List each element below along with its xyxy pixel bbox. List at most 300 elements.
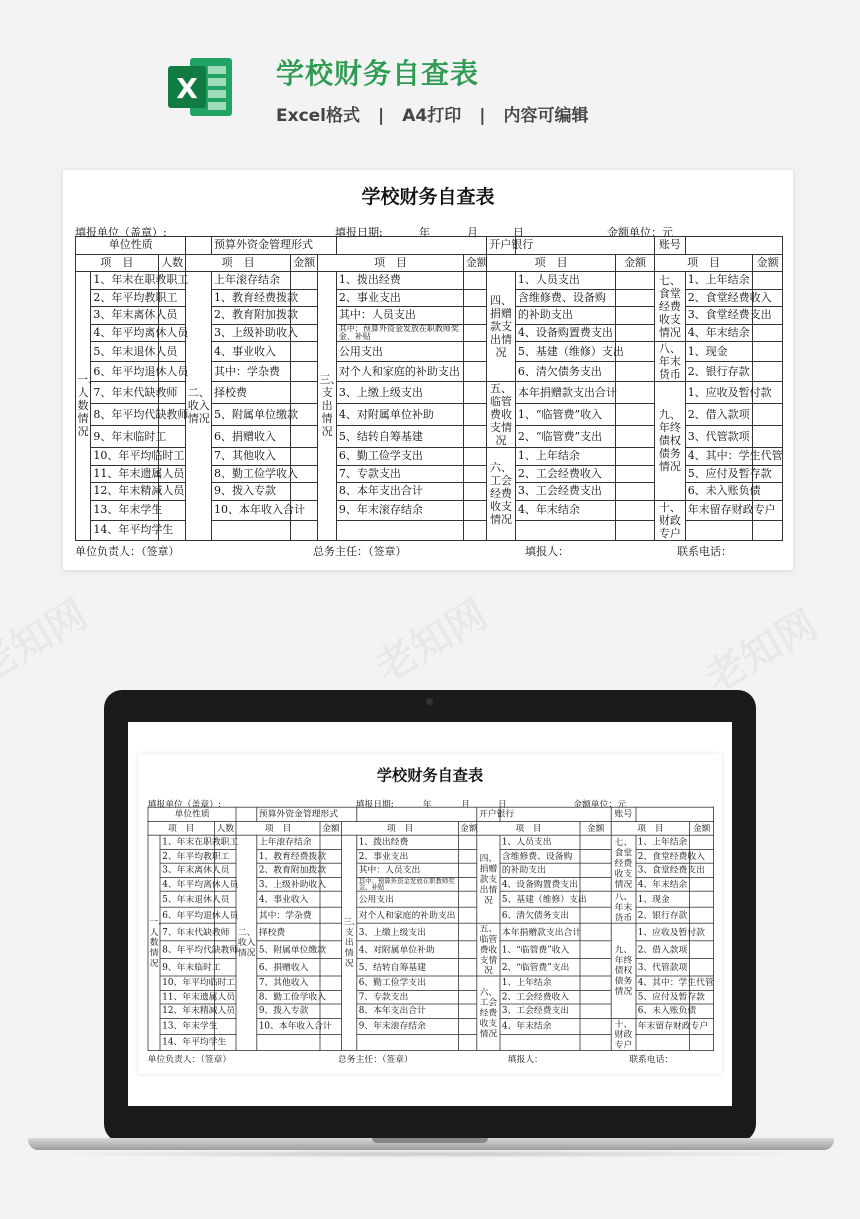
section-label: 九、年终债权债务情况 <box>655 382 686 501</box>
self-check-table <box>148 807 714 1051</box>
item-label: 4、年末结余 <box>636 877 690 891</box>
day-label: 日 <box>498 798 507 810</box>
screen-sheet-preview <box>138 754 722 1074</box>
table-cell <box>500 1034 580 1050</box>
item-label: 4、年平均离休人员 <box>91 324 159 342</box>
column-header: 项 目 <box>342 821 458 835</box>
header <box>0 0 860 160</box>
section-label: 七、食堂经费收支情况 <box>611 835 636 891</box>
table-cell <box>290 483 318 501</box>
table-cell <box>463 342 487 362</box>
separator: | <box>479 106 486 126</box>
section-label: 六、工会经费收支情况 <box>477 976 500 1050</box>
table-cell <box>636 1034 690 1050</box>
item-label: 5、应付及暂存款 <box>685 465 753 483</box>
laptop-notch <box>372 1138 488 1143</box>
table-cell <box>290 362 318 382</box>
item-label: 其中：人员支出 <box>336 307 463 325</box>
item-label: 5、基建（维修）支出 <box>500 891 580 907</box>
item-label: 5、年末退休人员 <box>160 891 214 907</box>
item-label: 2、教育附加拨款 <box>257 863 320 877</box>
item-label: 3、上级补助收入 <box>212 324 291 342</box>
table-cell <box>357 1034 458 1050</box>
table-cell <box>458 976 477 990</box>
year-label: 年 <box>419 226 430 239</box>
table-cell <box>463 307 487 325</box>
item-label: 13、年末学生 <box>160 1018 214 1034</box>
table-cell <box>463 483 487 501</box>
table-cell <box>616 448 655 466</box>
item-label: 5、基建（维修）支出 <box>515 342 615 362</box>
table-cell <box>458 891 477 907</box>
table-cell <box>463 465 487 483</box>
table-cell <box>580 923 611 941</box>
item-label: 10、年平均临时工 <box>160 976 214 990</box>
unit-head-signature: 单位负责人：（签章） <box>75 545 180 558</box>
table-cell <box>753 324 783 342</box>
item-label: 1、“临管费”收入 <box>500 941 580 959</box>
watermark <box>364 584 496 693</box>
table-cell <box>580 1004 611 1018</box>
item-label: 4、年末结余 <box>500 1018 580 1034</box>
table-cell <box>186 237 212 255</box>
table-cell <box>685 237 782 255</box>
item-label: 2、“临管费”支出 <box>500 958 580 976</box>
table-cell <box>290 272 318 290</box>
year-label: 年 <box>422 798 432 810</box>
month-label: 月 <box>461 798 470 810</box>
table-cell <box>753 342 783 362</box>
table-row <box>76 342 783 362</box>
table-cell <box>616 382 655 404</box>
item-label: 1、年末在职教职工 <box>91 272 159 290</box>
self-check-table <box>75 236 783 541</box>
table-cell <box>463 448 487 466</box>
table-cell <box>463 426 487 448</box>
section-label: 二、收入情况 <box>236 835 256 1050</box>
account-label: 账号 <box>611 807 636 821</box>
sheet <box>138 754 722 1074</box>
item-label: 6、捐赠收入 <box>212 426 291 448</box>
column-header: 金额 <box>463 254 487 272</box>
item-label: 4、对附属单位补助 <box>336 404 463 426</box>
item-label: 1、年末在职教职工 <box>160 835 214 849</box>
table-cell <box>290 342 318 362</box>
table-cell <box>357 807 477 821</box>
item-label: 1、拨出经费 <box>357 835 458 849</box>
item-label: 2、年平均教职工 <box>91 289 159 307</box>
table-cell <box>753 272 783 290</box>
table-cell <box>458 941 477 959</box>
table-cell <box>320 907 342 923</box>
item-label: 3、代管款项 <box>636 958 690 976</box>
item-label: 1、现金 <box>685 342 753 362</box>
amount-unit-label: 金额单位：元 <box>607 226 673 239</box>
item-label: 6、年平均退休人员 <box>160 907 214 923</box>
column-header: 项 目 <box>76 254 159 272</box>
bank-label: 开户银行 <box>477 807 500 821</box>
item-label: 本年捐赠款支出合计 <box>500 923 580 941</box>
separator: | <box>378 106 385 126</box>
section-label: 三、支出情况 <box>342 835 357 1050</box>
bank-label: 开户银行 <box>487 237 516 255</box>
item-label: 3、食堂经费支出 <box>636 863 690 877</box>
item-label: 择校费 <box>257 923 320 941</box>
table-cell <box>753 426 783 448</box>
item-label: 7、其他收入 <box>212 448 291 466</box>
table-row <box>76 272 783 290</box>
table-cell <box>580 863 611 877</box>
item-label: 7、专款支出 <box>336 465 463 483</box>
table-cell <box>336 237 486 255</box>
item-label: 10、年平均临时工 <box>91 448 159 466</box>
item-label: 其中：学杂费 <box>212 362 291 382</box>
section-label: 十、财政专户 <box>611 1018 636 1050</box>
column-header: 人数 <box>214 821 236 835</box>
item-label: 1、上年结余 <box>500 976 580 990</box>
item-label: 2、工会经费收入 <box>500 990 580 1004</box>
table-cell <box>320 1004 342 1018</box>
table-cell <box>158 500 186 520</box>
sheet-title: 学校财务自查表 <box>361 186 495 208</box>
column-header: 项 目 <box>487 254 616 272</box>
item-label: 1、人员支出 <box>515 272 615 290</box>
table-cell <box>458 990 477 1004</box>
table-cell <box>214 1018 236 1034</box>
fill-unit-label: 填报单位（盖章）: <box>75 226 167 239</box>
watermark <box>0 584 96 693</box>
item-label: 其中：人员支出 <box>357 863 458 877</box>
column-header: 金额 <box>290 254 318 272</box>
section-label: 四、捐赠款支出情况 <box>487 272 516 382</box>
table-cell <box>616 289 655 307</box>
table-row <box>76 237 783 255</box>
table-cell <box>320 891 342 907</box>
section-label: 五、临管费收支情况 <box>487 382 516 448</box>
phone-label: 联系电话： <box>629 1054 674 1065</box>
table-cell <box>458 907 477 923</box>
table-cell <box>580 907 611 923</box>
format-label: Excel格式 <box>276 106 361 126</box>
item-label: 3、年末离休人员 <box>160 863 214 877</box>
item-label: 1、上年结余 <box>636 835 690 849</box>
item-label: 6、勤工俭学支出 <box>357 976 458 990</box>
item-label: 1、教育经费拨款 <box>212 289 291 307</box>
table-cell <box>690 1034 714 1050</box>
extra-budget-label: 预算外资金管理形式 <box>212 237 337 255</box>
item-label: 7、其他收入 <box>257 976 320 990</box>
item-label: 8、勤工俭学收入 <box>212 465 291 483</box>
item-label: 2、银行存款 <box>636 907 690 923</box>
item-label: 9、年末临时工 <box>160 958 214 976</box>
table-cell <box>458 1034 477 1050</box>
table-cell <box>685 520 753 540</box>
item-label: 8、勤工俭学收入 <box>257 990 320 1004</box>
item-label: 公用支出 <box>336 342 463 362</box>
item-label: 4、对附属单位补助 <box>357 941 458 959</box>
item-label: 3、工会经费支出 <box>515 483 615 501</box>
column-header: 金额 <box>616 254 655 272</box>
table-cell <box>500 807 611 821</box>
table-cell <box>580 990 611 1004</box>
column-header: 项 目 <box>477 821 580 835</box>
month-label: 月 <box>467 226 478 239</box>
unit-nature-label: 单位性质 <box>148 807 236 821</box>
chief-signature: 总务主任：（签章） <box>338 1054 413 1065</box>
table-cell <box>616 404 655 426</box>
column-header: 项 目 <box>655 254 753 272</box>
table-cell <box>212 520 291 540</box>
table-cell <box>257 1034 320 1050</box>
table-cell <box>336 520 463 540</box>
table-cell <box>616 500 655 520</box>
section-label: 十、财政专户 <box>655 500 686 540</box>
item-label: 含维修费、设备购 <box>515 289 615 307</box>
item-label: 5、年末退休人员 <box>91 342 159 362</box>
section-label: 三、支出情况 <box>318 272 336 541</box>
table-cell <box>690 907 714 923</box>
item-label: 8、年平均代缺教师 <box>91 404 159 426</box>
table-cell <box>320 958 342 976</box>
table-cell <box>580 849 611 863</box>
table-cell <box>580 941 611 959</box>
item-label: 1、拨出经费 <box>336 272 463 290</box>
item-label: 5、结转自筹基建 <box>357 958 458 976</box>
sheet <box>63 170 793 570</box>
item-label: 6、捐赠收入 <box>257 958 320 976</box>
item-label: 1、“临管费”收入 <box>515 404 615 426</box>
table-cell <box>636 807 714 821</box>
section-label: 四、捐赠款支出情况 <box>477 835 500 923</box>
table-cell <box>463 404 487 426</box>
watermark <box>694 594 826 703</box>
table-cell <box>580 976 611 990</box>
camera-icon <box>426 698 433 705</box>
item-label: 13、年末学生 <box>91 500 159 520</box>
table-cell <box>690 891 714 907</box>
column-header: 人数 <box>158 254 186 272</box>
item-label: 10、本年收入合计 <box>212 500 291 520</box>
table-cell <box>616 272 655 290</box>
table-cell <box>616 324 655 342</box>
item-label: 8、本年支出合计 <box>357 1004 458 1018</box>
item-label: 5、应付及暂存款 <box>636 990 690 1004</box>
account-label: 账号 <box>655 237 686 255</box>
table-cell <box>580 958 611 976</box>
item-label: 4、其中：学生代管 <box>636 976 690 990</box>
table-cell <box>580 1034 611 1050</box>
item-label: 6、清欠债务支出 <box>515 362 615 382</box>
table-row <box>76 382 783 404</box>
table-cell <box>463 324 487 342</box>
item-label: 其中：学杂费 <box>257 907 320 923</box>
item-label: 10、本年收入合计 <box>257 1018 320 1034</box>
section-label: 五、临管费收支情况 <box>477 923 500 976</box>
sheet-title: 学校财务自查表 <box>376 766 484 785</box>
table-cell <box>290 382 318 404</box>
item-label: 1、人员支出 <box>500 835 580 849</box>
item-label: 上年滚存结余 <box>212 272 291 290</box>
item-label: 14、年平均学生 <box>91 520 159 540</box>
item-label: 其中：预算外资金发放在职教师奖金、补贴 <box>357 877 458 891</box>
item-label: 5、结转自筹基建 <box>336 426 463 448</box>
item-label: 9、拨入专款 <box>257 1004 320 1018</box>
item-label: 4、其中：学生代管 <box>685 448 753 466</box>
table-cell <box>290 448 318 466</box>
item-label: 4、年末结余 <box>685 324 753 342</box>
item-label: 4、年平均离休人员 <box>160 877 214 891</box>
item-label: 12、年末精减人员 <box>160 1004 214 1018</box>
section-label: 八、年末货币 <box>655 342 686 382</box>
item-label: 5、附属单位缴款 <box>257 941 320 959</box>
item-label: 上年滚存结余 <box>257 835 320 849</box>
table-cell <box>616 362 655 382</box>
item-label: 1、现金 <box>636 891 690 907</box>
item-label: 对个人和家庭的补助支出 <box>357 907 458 923</box>
table-row <box>148 835 714 849</box>
item-label: 3、食堂经费支出 <box>685 307 753 325</box>
item-label: 2、工会经费收入 <box>515 465 615 483</box>
item-label: 12、年末精减人员 <box>91 483 159 501</box>
item-label: 6、未入账负债 <box>636 1004 690 1018</box>
item-label: 4、设备购置费支出 <box>500 877 580 891</box>
table-cell <box>458 877 477 891</box>
column-header: 项 目 <box>318 254 463 272</box>
table-cell <box>690 835 714 849</box>
item-label: 6、清欠债务支出 <box>500 907 580 923</box>
item-label: 3、代管款项 <box>685 426 753 448</box>
table-row <box>148 821 714 835</box>
item-label: 对个人和家庭的补助支出 <box>336 362 463 382</box>
laptop-screen <box>128 722 732 1106</box>
item-label: 11、年末遗属人员 <box>91 465 159 483</box>
table-cell <box>616 426 655 448</box>
page-subtitle <box>276 101 588 126</box>
item-label: 1、上年结余 <box>515 448 615 466</box>
item-label: 6、未入账负债 <box>685 483 753 501</box>
table-row <box>148 807 714 821</box>
table-cell <box>690 958 714 976</box>
filler-label: 填报人： <box>507 1054 543 1065</box>
table-cell <box>236 807 256 821</box>
item-label: 14、年平均学生 <box>160 1034 214 1050</box>
editable-label: 内容可编辑 <box>503 106 589 126</box>
item-label: 9、拨入专款 <box>212 483 291 501</box>
table-cell <box>463 289 487 307</box>
item-label: 2、食堂经费收入 <box>685 289 753 307</box>
table-cell <box>458 835 477 849</box>
table-cell <box>458 863 477 877</box>
section-label: 六、工会经费收支情况 <box>487 448 516 541</box>
item-label: 9、年末滚存结余 <box>357 1018 458 1034</box>
table-cell <box>515 237 654 255</box>
table-cell <box>458 958 477 976</box>
item-label: 7、专款支出 <box>357 990 458 1004</box>
item-label: 2、事业支出 <box>336 289 463 307</box>
item-label: 9、年末临时工 <box>91 426 159 448</box>
chief-signature: 总务主任：（签章） <box>313 545 407 558</box>
item-label: 4、事业收入 <box>257 891 320 907</box>
item-label: 7、年末代缺教师 <box>160 923 214 941</box>
item-label: 3、年末离休人员 <box>91 307 159 325</box>
table-cell <box>690 941 714 959</box>
item-label: 择校费 <box>212 382 291 404</box>
column-header: 金额 <box>580 821 611 835</box>
item-label: 3、上缴上级支出 <box>357 923 458 941</box>
table-row <box>148 923 714 941</box>
table-cell <box>463 272 487 290</box>
table-row <box>148 1018 714 1034</box>
section-label: 九、年终债权债务情况 <box>611 923 636 1018</box>
item-label: 3、上缴上级支出 <box>336 382 463 404</box>
table-cell <box>616 307 655 325</box>
table-cell <box>616 520 655 540</box>
column-header: 金额 <box>458 821 477 835</box>
item-label: 1、教育经费拨款 <box>257 849 320 863</box>
table-cell <box>690 877 714 891</box>
table-row <box>148 891 714 907</box>
item-label: 6、年平均退休人员 <box>91 362 159 382</box>
filler-label: 填报人： <box>525 545 569 558</box>
amount-unit-label: 金额单位：元 <box>573 798 626 810</box>
item-label: 6、勤工俭学支出 <box>336 448 463 466</box>
item-label: 2、食堂经费收入 <box>636 849 690 863</box>
fill-date-label: 填报日期: <box>335 226 383 239</box>
table-cell <box>463 500 487 520</box>
column-header: 项 目 <box>148 821 214 835</box>
item-label: 3、工会经费支出 <box>500 1004 580 1018</box>
section-label: 二、收入情况 <box>186 272 212 541</box>
item-label: 2、“临管费”支出 <box>515 426 615 448</box>
table-cell <box>458 1018 477 1034</box>
column-header: 金额 <box>690 821 714 835</box>
page-title: 学校财务自查表 <box>276 57 480 90</box>
section-label: 一、人数情况 <box>76 272 91 541</box>
item-label: 4、事业收入 <box>212 342 291 362</box>
item-label: 年末留存财政专户 <box>685 500 753 520</box>
item-label: 的补助支出 <box>515 307 615 325</box>
item-label: 2、年平均教职工 <box>160 849 214 863</box>
column-header: 金额 <box>320 821 342 835</box>
item-label: 1、应收及暂付款 <box>636 923 690 941</box>
item-label: 的补助支出 <box>500 863 580 877</box>
table-cell <box>753 404 783 426</box>
table-cell <box>290 426 318 448</box>
item-label: 本年捐赠款支出合计 <box>515 382 615 404</box>
unit-head-signature: 单位负责人：（签章） <box>147 1054 232 1065</box>
fill-date-label: 填报日期: <box>355 798 394 810</box>
item-label: 年末留存财政专户 <box>636 1018 690 1034</box>
phone-label: 联系电话： <box>677 545 732 558</box>
table-cell <box>580 1018 611 1034</box>
table-cell <box>458 1004 477 1018</box>
table-cell <box>320 976 342 990</box>
item-label: 2、事业支出 <box>357 849 458 863</box>
table-cell <box>616 465 655 483</box>
day-label: 日 <box>513 226 524 239</box>
table-cell <box>458 849 477 863</box>
section-label: 一、人数情况 <box>148 835 160 1050</box>
item-label: 5、附属单位缴款 <box>212 404 291 426</box>
item-label: 1、应收及暂付款 <box>685 382 753 404</box>
column-header: 项 目 <box>236 821 319 835</box>
item-label: 公用支出 <box>357 891 458 907</box>
item-label: 2、教育附加拨款 <box>212 307 291 325</box>
column-header: 项 目 <box>611 821 690 835</box>
table-cell <box>515 520 615 540</box>
table-cell <box>616 483 655 501</box>
table-cell <box>463 362 487 382</box>
